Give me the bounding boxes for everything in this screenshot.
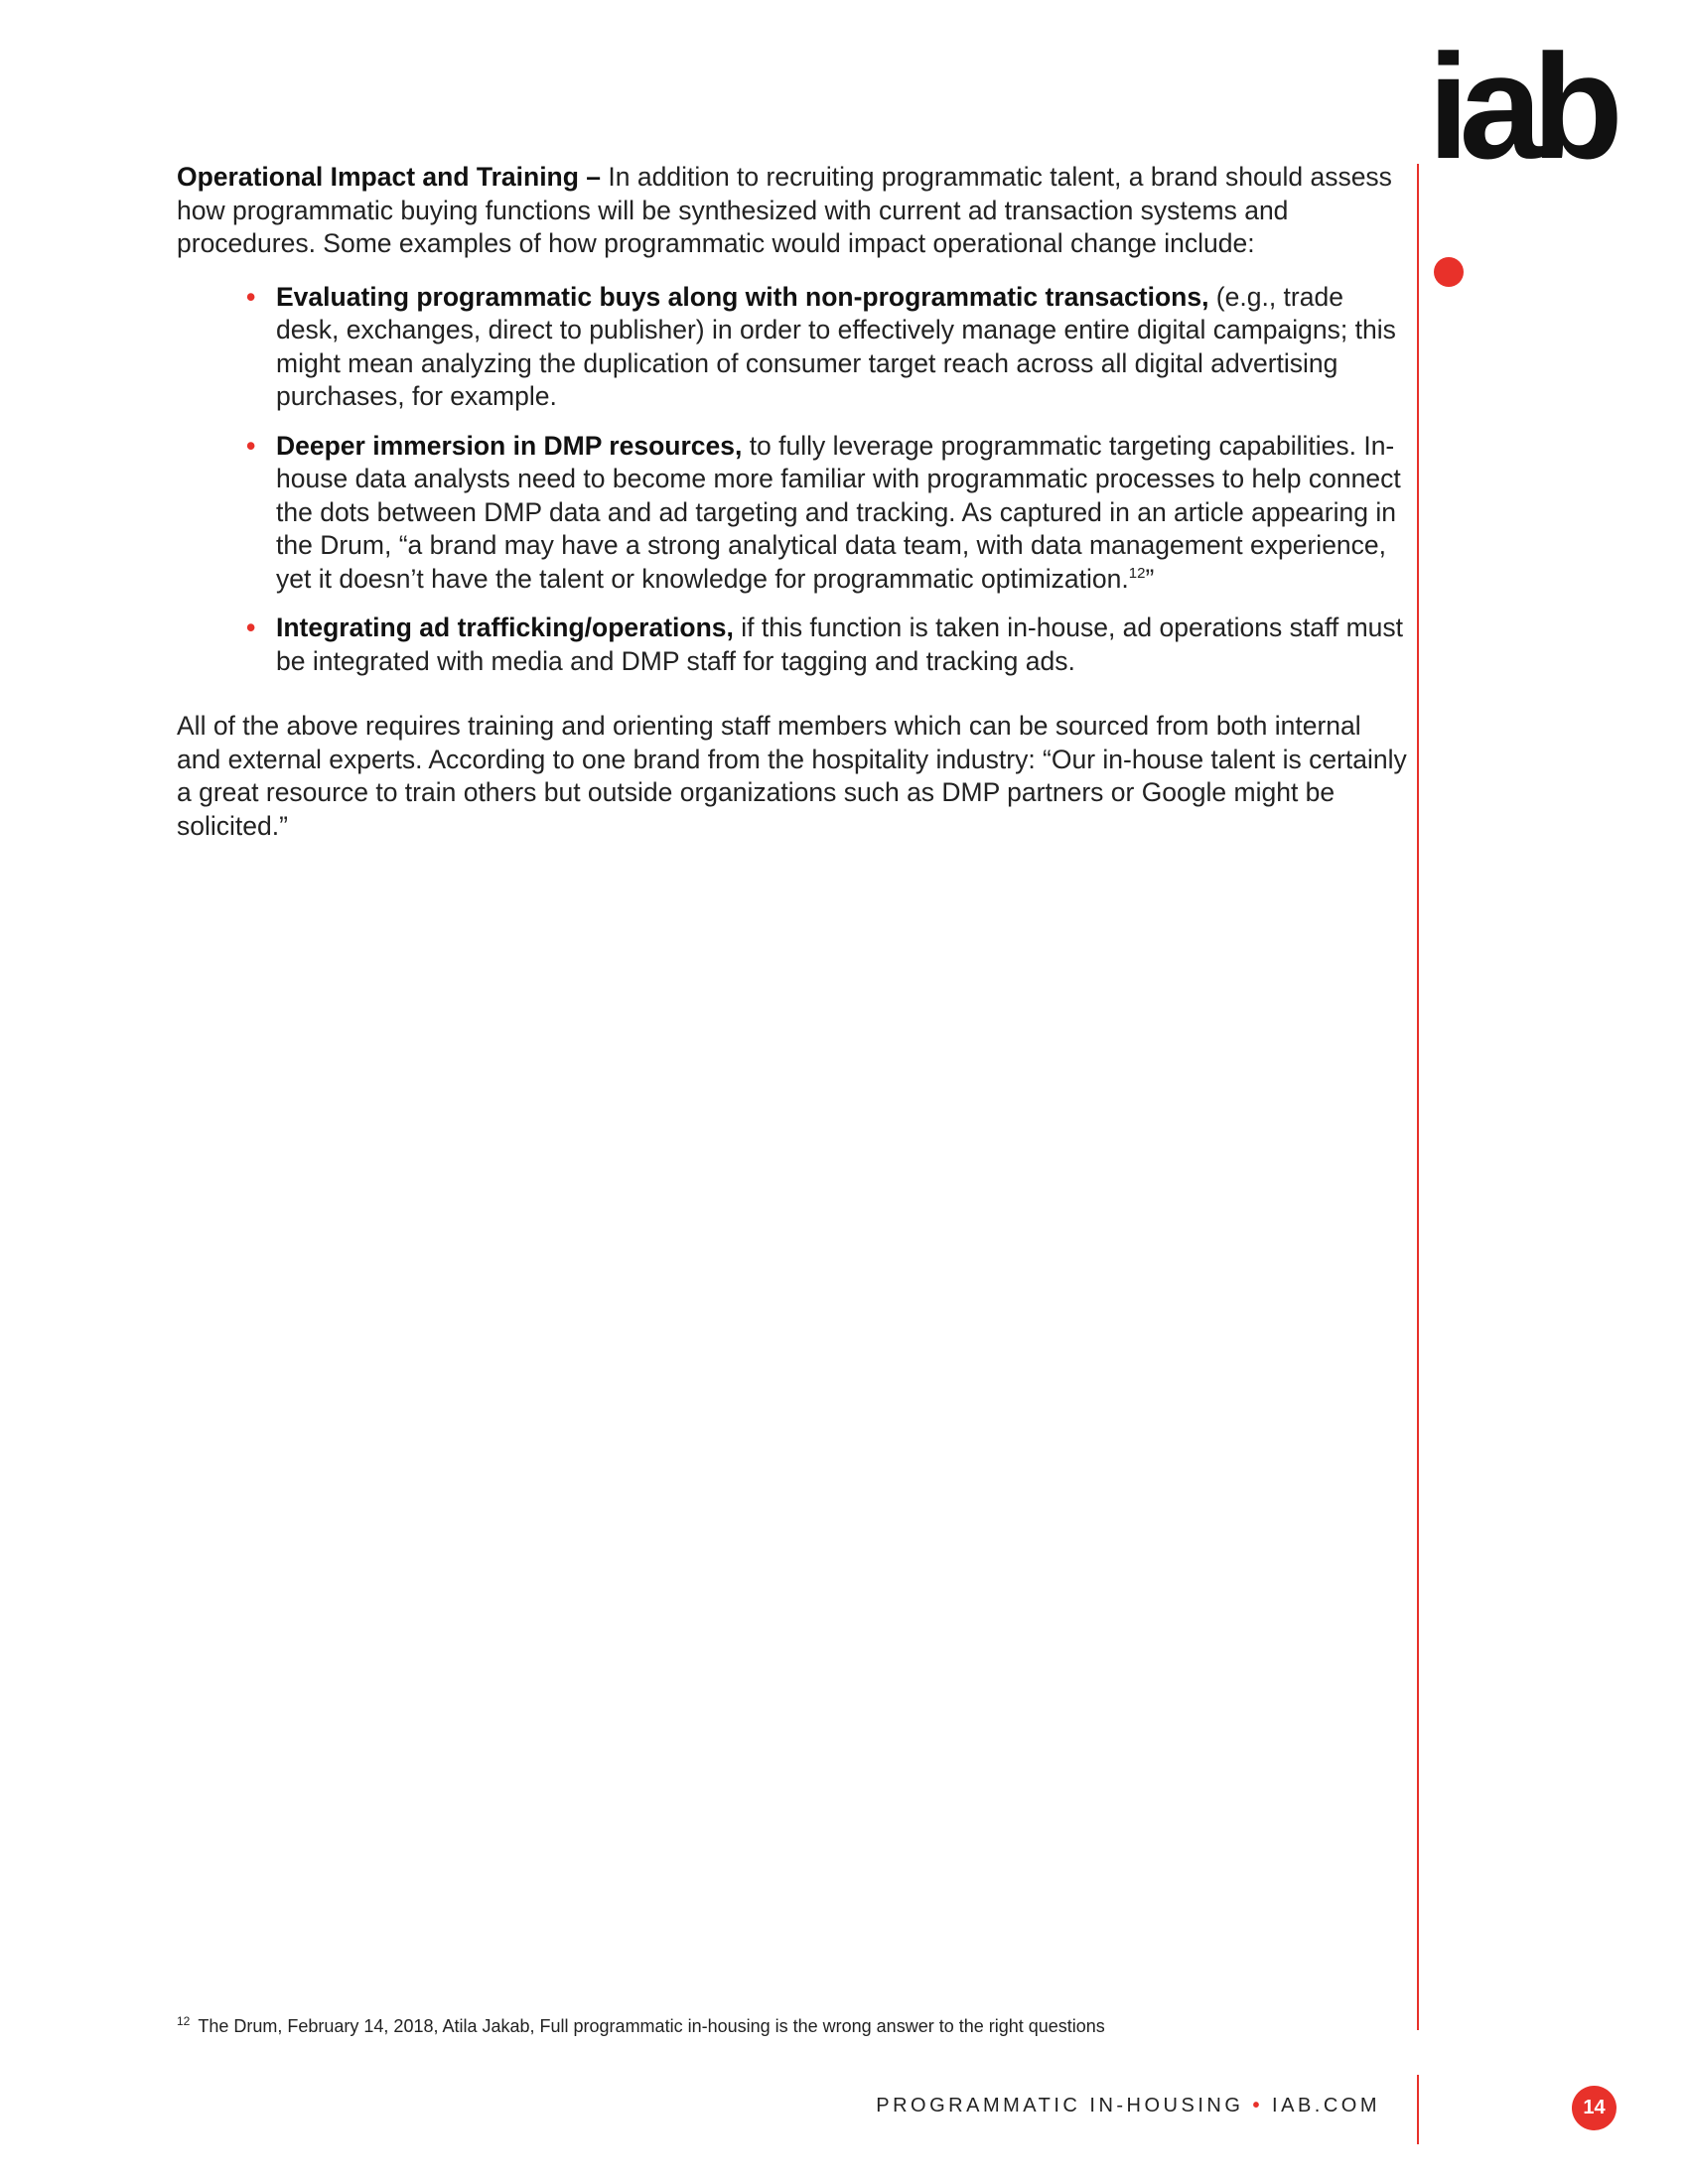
bullet-heading: Integrating ad trafficking/operations, — [276, 613, 734, 642]
bullet-heading: Evaluating programmatic buys along with non-programmatic transactions, — [276, 281, 1209, 312]
list-item — [246, 281, 1408, 414]
list-item — [246, 612, 1408, 678]
section-heading: Operational Impact and Training – — [177, 162, 602, 192]
bullet-icon: • — [246, 430, 256, 461]
iab-logo — [1428, 23, 1626, 190]
footnote-number: 12 — [177, 2014, 191, 2028]
footnote-text: The Drum, February 14, 2018, Atila Jakab, Full programmatic in-housing is the wrong answer to the right questions — [198, 2016, 1105, 2036]
bullet-icon: • — [246, 281, 256, 312]
list-item — [246, 430, 1408, 597]
footnote-reference[interactable]: 12 — [1128, 564, 1146, 582]
page-footer — [854, 2095, 1380, 2117]
bullet-text: if this function is taken in-house, ad operations staff must be integrated with media and DMP staff for tagging and tracking ads. — [276, 613, 1404, 676]
footer-divider-line — [1417, 2075, 1419, 2144]
bullet-text-tail: ” — [1145, 563, 1155, 594]
footer-separator: • — [1252, 2095, 1263, 2116]
footnote — [177, 2009, 1368, 2038]
bullet-text: to fully leverage programmatic targeting capabilities. In-house data analysts need to become more familiar with programmatic processes to help connect the dots between DMP data and ad targeting and tracking. As captured in an article appearing in the Drum, “a brand may have a strong analytical data team, with data management experience, yet it doesn’t have the talent or knowledge for programmatic optimization. — [276, 430, 1401, 594]
intro-text: In addition to recruiting programmatic talent, a brand should assess how programmatic buying functions will be synthesized with current ad transaction systems and procedures. Some examples of how programmatic would impact operational change include: — [177, 162, 1392, 258]
bullet-heading: Deeper immersion in DMP resources, — [276, 430, 743, 461]
right-divider-line — [1417, 164, 1419, 2030]
bullet-icon: • — [246, 613, 256, 642]
bullet-list — [177, 281, 1408, 679]
bullet-text: (e.g., trade desk, exchanges, direct to publisher) in order to effectively manage entire digital campaigns; this might mean analyzing the duplication of consumer target reach across all digital advertising purchases, for example. — [276, 281, 1396, 411]
closing-paragraph: All of the above requires training and orienting staff members which can be sourced from both internal and external experts. According to one brand from the hospitality industry: “Our in-house talent is certainly a great resource to train others but outside organizations such as DMP partners or Google might be solicited.” — [177, 711, 1407, 841]
intro-paragraph — [177, 161, 1408, 261]
footer-title: PROGRAMMATIC IN-HOUSING — [876, 2095, 1244, 2116]
logo-text: iab — [1428, 23, 1614, 190]
main-content — [177, 161, 1408, 843]
footer-site[interactable]: IAB.COM — [1272, 2095, 1380, 2116]
page-number-badge: 14 — [1572, 2086, 1617, 2130]
logo-dot — [1434, 257, 1464, 287]
